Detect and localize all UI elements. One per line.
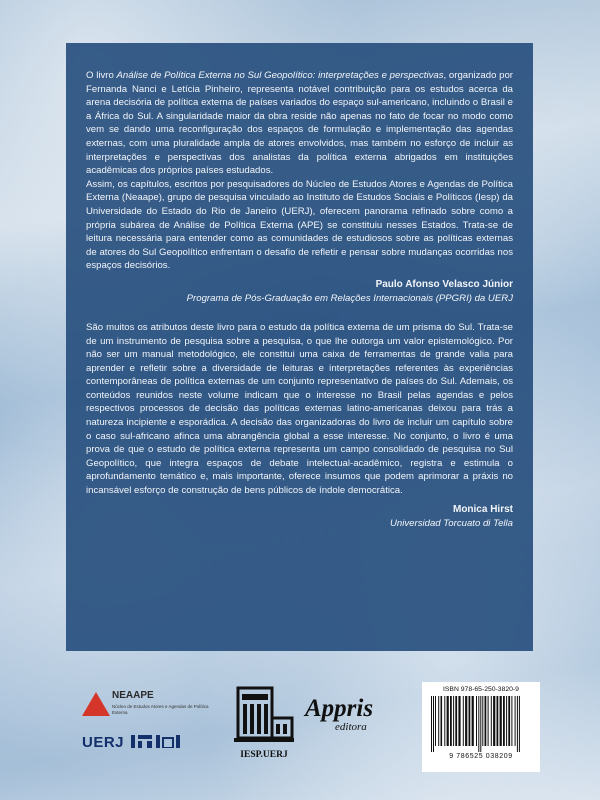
barcode-bar: [447, 696, 449, 746]
barcode-bar: [485, 696, 487, 746]
appris-wordmark: Appris: [305, 695, 374, 722]
barcode-bar: [508, 696, 510, 746]
iesp-building-icon: [232, 684, 296, 746]
uerj-text: UERJ: [82, 734, 125, 751]
barcode-bar: [463, 696, 464, 746]
iesp-label: IESP.UERJ: [240, 750, 288, 760]
back-cover-text-panel: [66, 43, 533, 651]
neaape-subtitle: Núcleo de Estudos Atores e Agendas de Política Externa: [112, 704, 209, 715]
barcode-bar: [444, 696, 445, 746]
uerj-logo: [82, 734, 189, 751]
blurb-text: , organizado por Fernanda Nanci e Letícia Pinheiro, representa notável contribuição para os estudos acerca da arena decisória de política externa de países variados do espaço sul-americano, incluindo o Brasil e a África do Sul. A singularidade maior da obra reside não apenas no fato de focar no modo como vem se dando uma reconfiguração dos espaços de formulação e implementação das agendas externas, com uma pluralidade ampla de atores envolvidos, mas também no esforço de incluir as interpretações e perspectivas dos analistas da política externa abrigados em instituições acadêmicas dos próprios países estudados.: [86, 70, 514, 177]
blurb-lead: O livro: [86, 70, 117, 81]
barcode-bar: [476, 696, 477, 746]
barcode-bar: [441, 696, 443, 746]
neaape-triangle-icon: [82, 692, 110, 716]
barcode-bar: [511, 696, 512, 746]
barcode-bar: [506, 696, 507, 746]
endorser-affiliation: Programa de Pós-Graduação em Relações Internacionais (PPGRI) da UERJ: [186, 292, 513, 304]
barcode-bar: [438, 696, 439, 746]
barcode-bar: [480, 696, 481, 752]
barcode-bar: [493, 696, 495, 746]
barcode-bar: [515, 696, 516, 746]
barcode-bar: [519, 696, 520, 752]
barcode-bar: [435, 696, 436, 746]
barcode-bar: [431, 696, 432, 752]
barcode-bar: [497, 696, 499, 746]
book-title-italic: Análise de Política Externa no Sul Geopolítico: interpretações e perspectivas: [116, 70, 444, 81]
neaape-title: NEAAPE: [112, 690, 154, 701]
barcode-digits: 9 786525 038209: [449, 753, 513, 760]
isbn-barcode: [422, 682, 540, 772]
barcode-bar: [472, 696, 474, 746]
barcode-bar: [503, 696, 505, 746]
blurb-paragraph-1: [86, 69, 513, 178]
appris-logo: [305, 696, 395, 744]
publisher-logos-strip: [0, 660, 600, 800]
neaape-logo: [82, 690, 212, 730]
barcode-bar: [488, 696, 489, 746]
endorser-name: Monica Hirst: [452, 503, 513, 515]
iesp-logo: [232, 684, 296, 760]
blurb-paragraph-3: São muitos os atributos deste livro para o estudo da política externa de um prisma do Sul. Trata-se de um instrumento de pesquisa sobre a pesquisa, o que lhe outorga um valor epistemológico. Por não ser um manual metodológico, ele constitui uma caixa de ferramentas de grande valia para aprender e refletir sobre a diversidade de leituras e interpretações referentes às experiências contemporâneas de política externas de um conjunto representativo de países do Sul. Ademais, os conteúdos reunidos neste volume indicam que o interesse no Brasil pelas agendas e pelos respectivos processos de decisão das políticas externas latino-americanas deixou para trás a natureza incipiente e esporádica. A decisão das organizadoras do livro de incluir um capítulo sobre o caso sul-africano afinca uma abrangência global a esse interesse. No conjunto, o livro é uma prova de que o estudo de política externa representa um campo consolidado de pesquisa no Sul Geopolítico, que integra espaços de debate intelectual-acadêmico, registra e estimula o aprofundamento temático e, mais importante, oferece insumos que podem aprimorar a práxis no incansável esforço de construção de bens públicos de índole democrática.: [86, 321, 513, 497]
barcode-bar: [491, 696, 492, 746]
barcode-bar: [455, 696, 457, 746]
uerj-building-icon: [129, 734, 189, 748]
appris-subtitle: editora: [335, 721, 367, 733]
barcode-bar: [433, 696, 434, 752]
barcode-bar: [469, 696, 471, 746]
endorser-name: Paulo Afonso Velasco Júnior: [375, 278, 513, 290]
blurb-paragraph-2: Assim, os capítulos, escritos por pesquisadores do Núcleo de Estudos Atores e Agendas de Política Externa (Neaape), grupo de pesquisa vinculado ao Instituto de Estudos Sociais e Políticos (Iesp) da Universidade do Estado do Rio de Janeiro (UERJ), oferecem panorama refinado sobre como a própria subárea de Análise de Política Externa (APE) se constituiu nesses Estados. Trata-se de leitura necessária para entender como as comunidades de estudiosos sobre as políticas externas de atores do Sul Geopolítico enfrentam o desafio de refletir e pensar sobre mudanças ocorridas nos espaços decisórios.: [86, 178, 513, 272]
barcode-bar: [478, 696, 479, 752]
barcode-bar: [465, 696, 467, 746]
barcode-bar: [517, 696, 518, 752]
barcode-bar: [500, 696, 502, 746]
barcode-bar: [458, 696, 460, 746]
barcode-bar: [453, 696, 454, 746]
isbn-label: ISBN 978-65-250-3820-9: [443, 686, 519, 693]
barcode-bar: [450, 696, 452, 746]
endorser-affiliation: Universidad Torcuato di Tella: [389, 517, 513, 529]
barcode-icon: [429, 696, 533, 752]
barcode-bar: [482, 696, 483, 746]
